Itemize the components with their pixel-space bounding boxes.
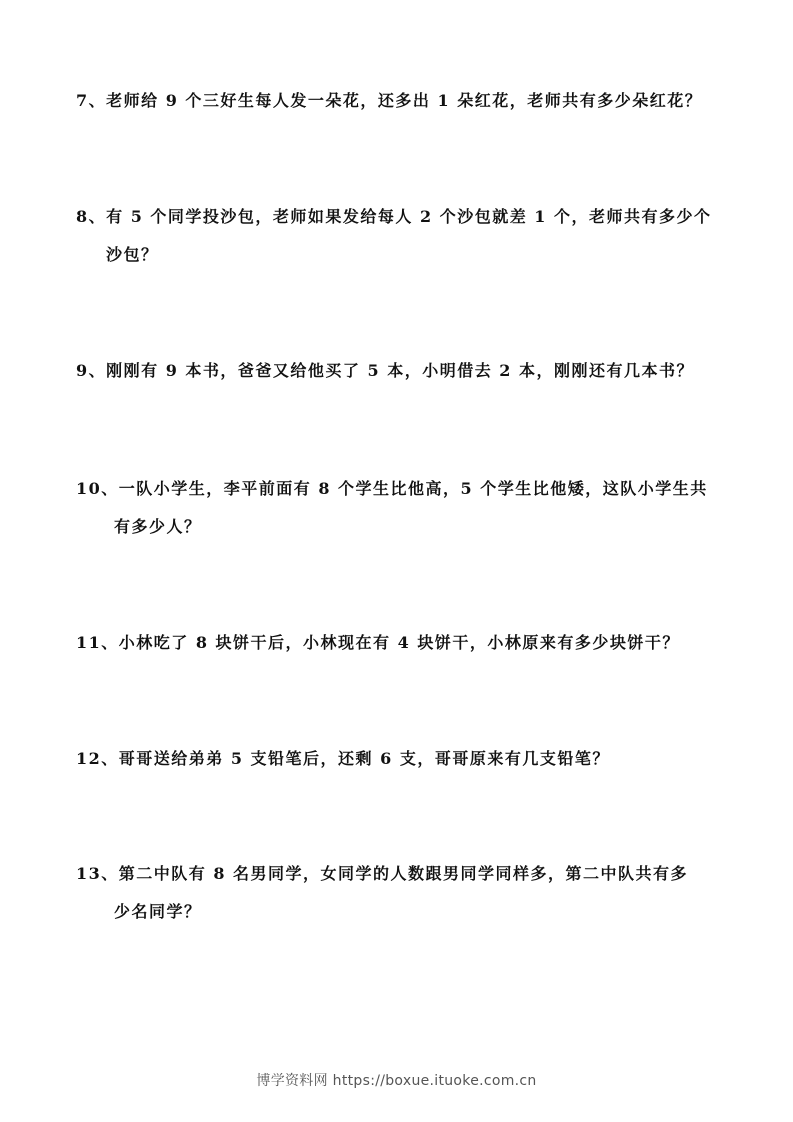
question-11-line-1 [76,624,726,662]
question-9-line-1 [76,352,726,390]
question-13-line-1 [76,855,726,893]
question-12-text: 哥哥送给弟弟 5 支铅笔后，还剩 6 支，哥哥原来有几支铅笔？ [118,749,610,768]
question-7-number: 7、 [76,91,107,110]
question-13 [76,855,726,931]
question-9 [76,352,726,390]
question-10-number: 10、 [76,479,119,498]
question-12-number: 12、 [76,749,119,768]
question-8-line-2: 沙包？ [106,245,159,264]
question-13-line-2: 少名同学？ [114,902,202,921]
question-9-number: 9、 [76,361,107,380]
question-10-line-1 [76,470,726,508]
question-7 [76,82,726,120]
question-12-line-1 [76,740,726,778]
question-8-line-1 [76,198,726,236]
question-11-number: 11、 [76,633,119,652]
question-11-text: 小林吃了 8 块饼干后，小林现在有 4 块饼干，小林原来有多少块饼干？ [118,633,680,652]
question-12 [76,740,726,778]
question-13-number: 13、 [76,864,119,883]
question-8 [76,198,726,274]
question-7-line-1 [76,82,726,120]
question-8-text: 有 5 个同学投沙包，老师如果发给每人 2 个沙包就差 1 个，老师共有多少个 [106,207,712,226]
question-13-text: 第二中队有 8 名男同学，女同学的人数跟男同学同样多，第二中队共有多 [118,864,689,883]
question-9-text: 刚刚有 9 本书，爸爸又给他买了 5 本，小明借去 2 本，刚刚还有几本书？ [106,361,694,380]
question-10 [76,470,726,546]
footer-source-text: 博学资料网 https://boxue.ituoke.com.cn [256,1073,537,1089]
question-10-text: 一队小学生，李平前面有 8 个学生比他高，5 个学生比他矮，这队小学生共 [118,479,708,498]
question-11 [76,624,726,662]
question-10-line-2: 有多少人？ [114,517,202,536]
question-8-number: 8、 [76,207,107,226]
question-7-text: 老师给 9 个三好生每人发一朵花，还多出 1 朵红花，老师共有多少朵红花？ [106,91,703,110]
